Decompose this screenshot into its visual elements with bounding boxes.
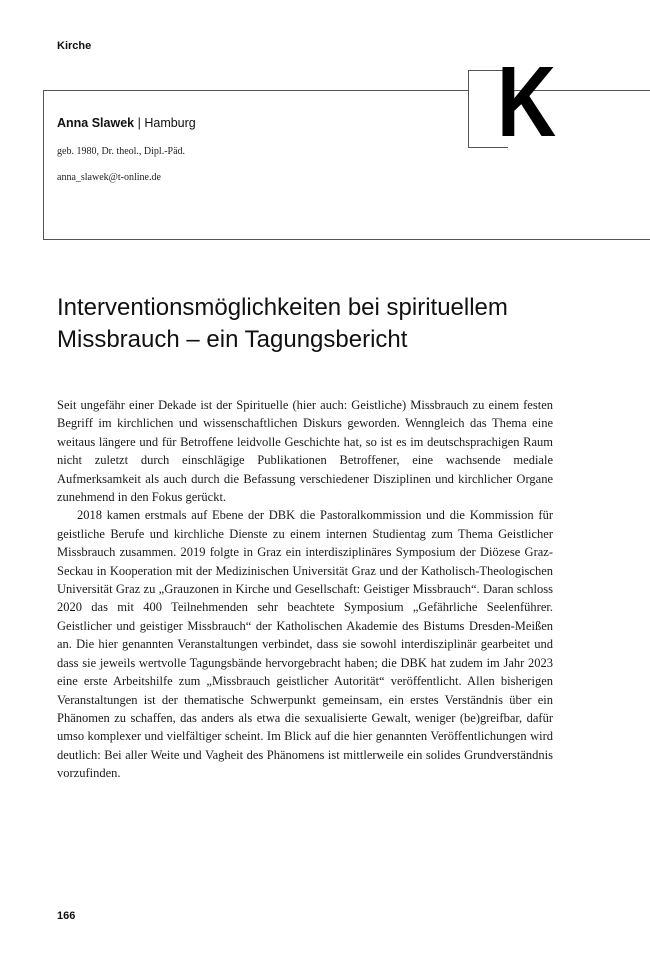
author-city: Hamburg <box>144 116 196 130</box>
paragraph-2: 2018 kamen erstmals auf Ebene der DBK die Pastoralkommission und die Kommission für geistliche Berufe und kirchliche Dienste zu einem internen Studientag zum Thema Geistlicher Missbrauch zusammen. 2019 folgte in Graz ein interdisziplinäres Symposium der Diözese Graz-Seckau in Kooperation mit der Medizinischen Universität Graz und der Katholisch-Theologischen Universität Graz zu „Grauzonen in Kirche und Gesellschaft: Geistiger Missbrauch“. Daran schloss 2020 das mit 400 Teilnehmenden sehr beachtete Symposium „Gefährliche Seelenführer. Geistlicher und geistiger Missbrauch“ der Katholischen Akademie des Bistums Dresden-Meißen an. Die hier genannten Veranstaltungen verbindet, dass sie sowohl interdisziplinär gearbeitet und dass sie jeweils wertvolle Tagungsbände hervorgebracht haben; die DBK hat zudem im Jahr 2023 eine erste Arbeitshilfe zum „Missbrauch geistlicher Autorität“ veröffentlicht. Allen bisherigen Veranstaltungen ist der thematische Schwerpunkt gemeinsam, ein erstes Verständnis über ein Phänomen zu schaffen, das anders als etwa die sexualisierte Gewalt, weniger (be)greifbar, dafür umso komplexer und vielfältiger scheint. Im Blick auf die hier genannten Veröffentlichungen wird deutlich: Bei aller Weite und Vagheit des Phänomens ist mittlerweile ein solides Grundverständnis vorzufinden. <box>57 508 553 781</box>
author-name-line <box>57 116 196 130</box>
author-box <box>43 90 650 240</box>
author-email: anna_slawek@t-online.de <box>57 172 161 183</box>
paragraph-1: Seit ungefähr einer Dekade ist der Spirituelle (hier auch: Geistliche) Missbrauch zu einem festen Begriff im kirchlichen und wissenschaftlichen Diskurs geworden. Wenngleich das Thema eine weitaus längere und für Betroffene leidvolle Geschichte hat, so ist es im deutschsprachigen Raum nicht zuletzt durch einschlägige Publikationen Betroffener, eine wachsende mediale Aufmerksamkeit als auch durch die Befassung verschiedener Disziplinen und kirchlicher Organe zunehmend in den Fokus gerückt. <box>57 398 553 505</box>
author-name: Anna Slawek <box>57 116 135 130</box>
page-number: 166 <box>57 910 76 922</box>
article-title <box>57 292 617 356</box>
section-letter: K <box>497 46 557 158</box>
author-meta: geb. 1980, Dr. theol., Dipl.-Päd. <box>57 146 186 157</box>
author-separator: | <box>137 116 141 130</box>
article-title-line-1: Interventionsmöglichkeiten bei spirituellem <box>57 294 508 321</box>
section-label: Kirche <box>57 40 92 52</box>
article-title-line-2: Missbrauch – ein Tagungsbericht <box>57 326 408 353</box>
article-body <box>57 396 553 783</box>
